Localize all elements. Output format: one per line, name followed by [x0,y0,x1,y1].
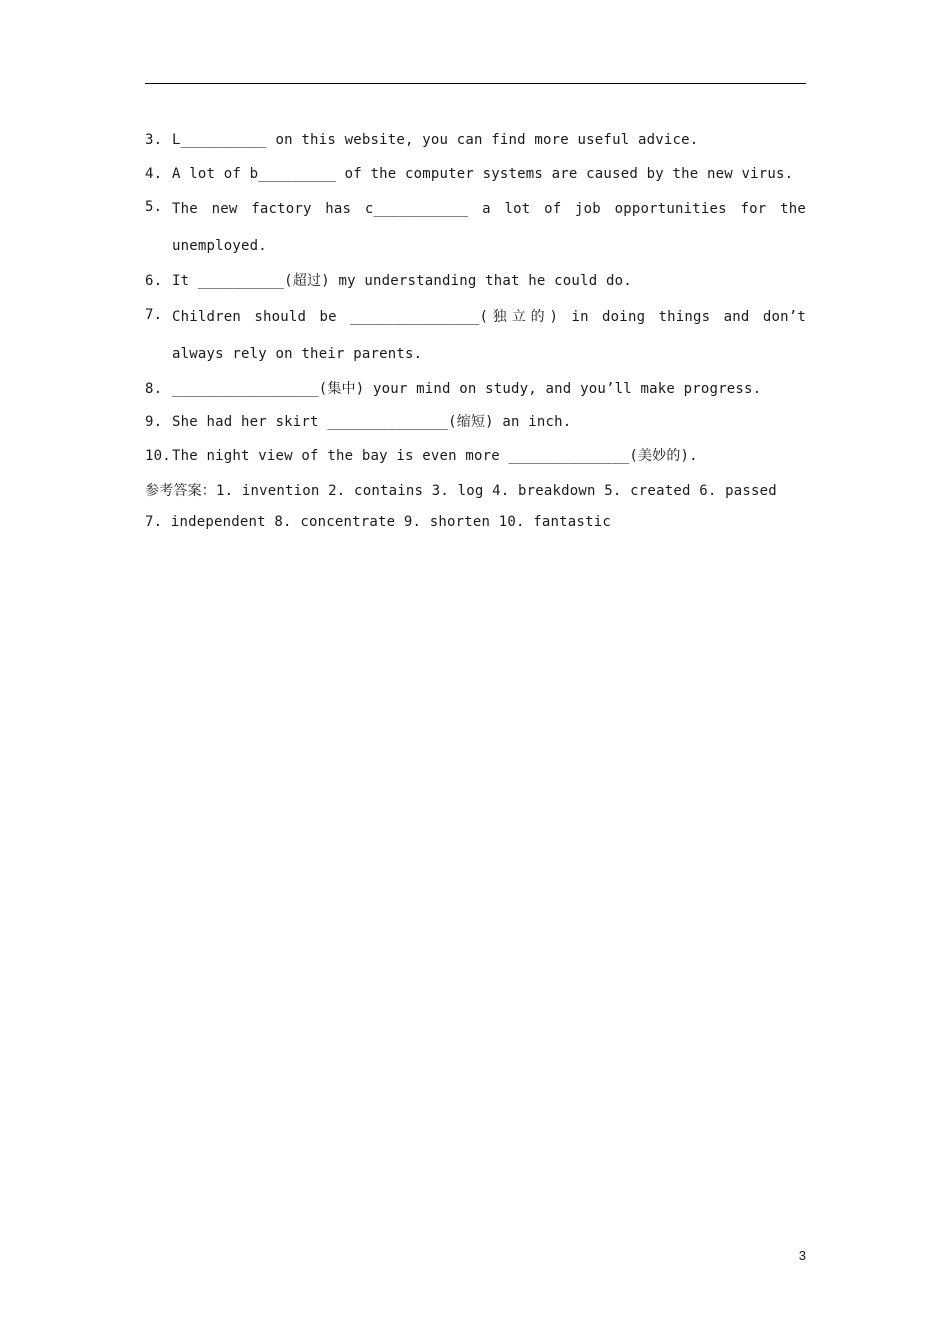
header-rule [145,83,806,84]
question-item [145,299,806,373]
question-item [145,191,806,265]
question-number: 3. [145,132,163,148]
question-item [145,406,806,440]
answer-key-line-1: 参考答案：1. invention 2. contains 3. log 4. breakdown 5. created 6. passed [145,483,777,499]
question-item [145,373,806,407]
question-text: Children should be _______________(独立的) in doing things and don’t always rely on their parents. [172,308,806,362]
question-item [145,265,806,299]
question-text: L__________ on this website, you can find more useful advice. [172,132,699,148]
question-number: 10. [145,447,171,464]
question-text: A lot of b_________ of the computer systems are caused by the new virus. [172,165,794,182]
question-item [145,124,806,158]
question-text: The new factory has c___________ a lot of job opportunities for the unemployed. [172,201,806,254]
answer-key-line-2: 7. independent 8. concentrate 9. shorten 10. fantastic [145,514,611,530]
question-text: She had her skirt ______________(缩短) an inch. [172,414,572,430]
question-text: _________________(集中) your mind on study, and you’ll make progress. [172,380,762,397]
question-item [145,440,806,474]
page-number: 3 [798,1248,806,1263]
question-number: 5. [145,199,163,215]
question-text: It __________(超过) my understanding that he could do. [172,273,632,289]
question-number: 7. [145,306,163,323]
question-number: 8. [145,380,163,397]
question-number: 6. [145,273,163,289]
question-text: The night view of the bay is even more ______________(美妙的). [172,447,698,464]
question-item [145,158,806,192]
question-number: 4. [145,165,163,182]
question-number: 9. [145,414,163,430]
exercise-content [145,124,806,540]
